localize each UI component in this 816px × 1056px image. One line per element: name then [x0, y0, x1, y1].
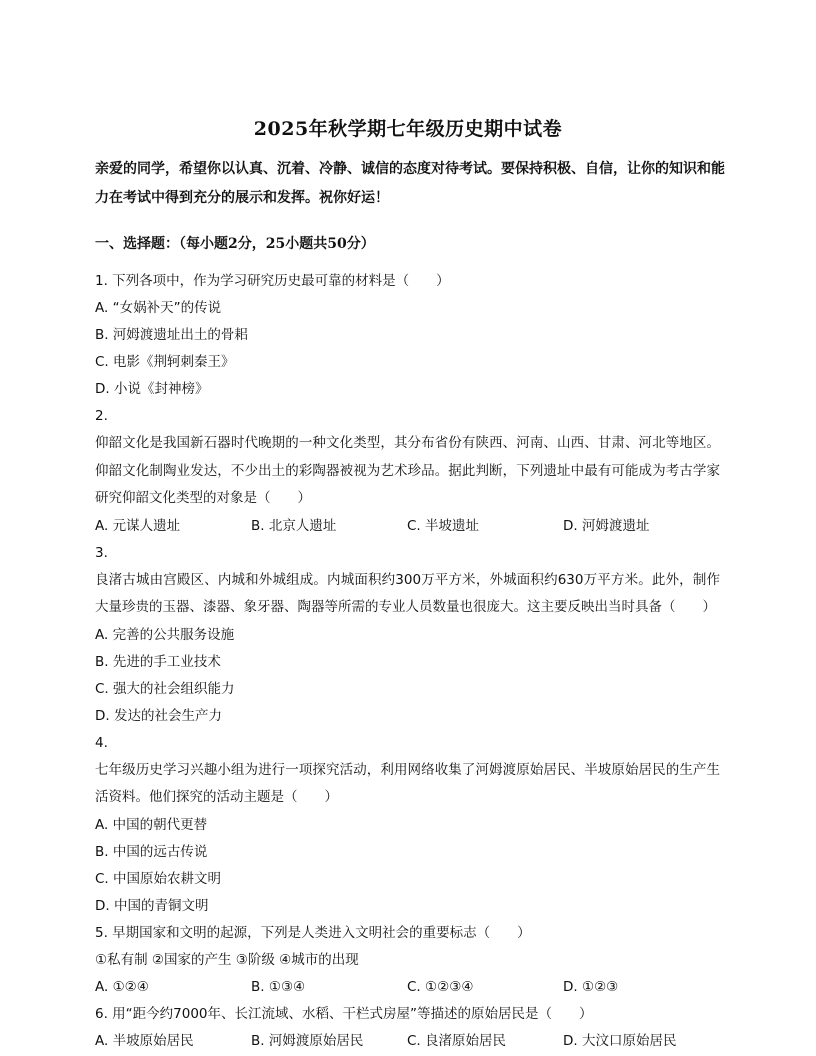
- option-c[interactable]: C. 强大的社会组织能力: [95, 680, 235, 697]
- question-number: 3.: [95, 544, 108, 561]
- option-a[interactable]: A. 元谋人遗址: [95, 517, 181, 534]
- option-c[interactable]: C. 良渚原始居民: [407, 1032, 507, 1049]
- question-options: [95, 974, 720, 1001]
- option-b[interactable]: B. 先进的手工业技术: [95, 653, 221, 670]
- option-d[interactable]: D. 发达的社会生产力: [95, 707, 222, 724]
- question-options: [95, 1028, 720, 1055]
- question-number: 2.: [95, 408, 108, 424]
- option-a[interactable]: A. 半坡原始居民: [95, 1032, 194, 1049]
- option-d[interactable]: D. 小说《封神榜》: [95, 381, 209, 397]
- option-d[interactable]: D. 河姆渡遗址: [563, 517, 650, 534]
- option-b[interactable]: B. 北京人遗址: [251, 517, 337, 534]
- question-list: [95, 268, 720, 1055]
- question-number: 4.: [95, 734, 108, 751]
- option-a[interactable]: A. 完善的公共服务设施: [95, 626, 235, 643]
- option-b[interactable]: B. ①③④: [251, 978, 306, 995]
- option-b[interactable]: B. 中国的远古传说: [95, 843, 208, 860]
- question-3: [95, 540, 720, 730]
- question-stem: 1. 下列各项中，作为学习研究历史最可靠的材料是（ ）: [95, 273, 450, 289]
- option-c[interactable]: C. 中国原始农耕文明: [95, 870, 222, 887]
- question-options: [95, 812, 720, 920]
- question-options: [95, 295, 720, 403]
- question-2: [95, 403, 720, 540]
- option-c[interactable]: C. 电影《荆轲刺秦王》: [95, 354, 235, 370]
- option-b[interactable]: B. 河姆渡原始居民: [251, 1032, 364, 1049]
- question-statements: ①私有制 ②国家的产生 ③阶级 ④城市的出现: [95, 951, 359, 968]
- question-6: [95, 1001, 720, 1055]
- question-stem: 6. 用“距今约7000年、长江流域、水稻、干栏式房屋”等描述的原始居民是（ ）: [95, 1005, 593, 1022]
- option-a[interactable]: A. “女娲补天”的传说: [95, 300, 222, 316]
- option-d[interactable]: D. 中国的青铜文明: [95, 897, 209, 914]
- option-a[interactable]: A. 中国的朝代更替: [95, 816, 208, 833]
- question-options: [95, 622, 720, 730]
- question-stem: 七年级历史学习兴趣小组为进行一项探究活动，利用网络收集了河姆渡原始居民、半坡原始居民的生产生活资料。他们探究的活动主题是（ ）: [95, 761, 720, 805]
- question-1: [95, 268, 720, 403]
- question-4: [95, 730, 720, 920]
- option-a[interactable]: A. ①②④: [95, 978, 149, 995]
- question-options: [95, 513, 720, 540]
- page-title: 2025年秋学期七年级历史期中试卷: [253, 118, 563, 140]
- question-5: [95, 920, 720, 1001]
- option-b[interactable]: B. 河姆渡遗址出土的骨耜: [95, 327, 248, 343]
- option-d[interactable]: D. 大汶口原始居民: [563, 1032, 677, 1049]
- option-c[interactable]: C. ①②③④: [407, 978, 474, 995]
- question-stem: 良渚古城由宫殿区、内城和外城组成。内城面积约300万平方米，外城面积约630万平方米。此外，制作大量珍贵的玉器、漆器、象牙器、陶器等所需的专业人员数量也很庞大。这主要反映出当时具备（ ）: [95, 571, 720, 615]
- section-heading: 一、选择题：（每小题2分，25小题共50分）: [95, 236, 375, 252]
- question-stem: 仰韶文化是我国新石器时代晚期的一种文化类型，其分布省份有陕西、河南、山西、甘肃、河北等地区。仰韶文化制陶业发达，不少出土的彩陶器被视为艺术珍品。据此判断，下列遗址中最有可能成为考古学家研究仰韶文化类型的对象是（ ）: [95, 435, 720, 506]
- option-c[interactable]: C. 半坡遗址: [407, 517, 480, 534]
- option-d[interactable]: D. ①②③: [563, 978, 619, 995]
- exam-intro: 亲爱的同学，希望你以认真、沉着、冷静、诚信的态度对待考试。要保持积极、自信，让你的知识和能力在考试中得到充分的展示和发挥。祝你好运！: [95, 161, 725, 206]
- question-stem: 5. 早期国家和文明的起源，下列是人类进入文明社会的重要标志（ ）: [95, 924, 531, 941]
